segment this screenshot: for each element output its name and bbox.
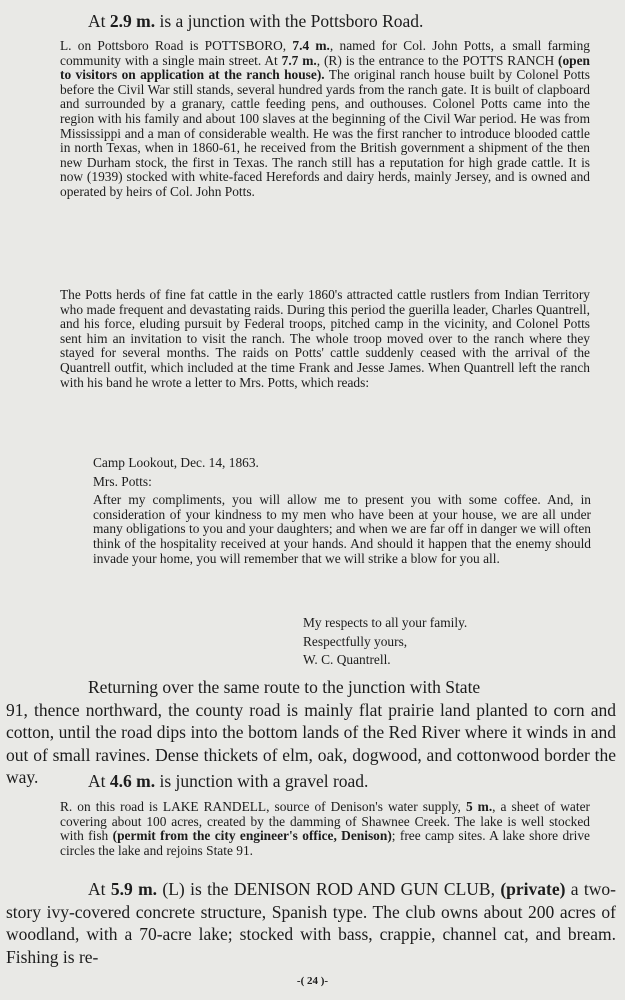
heading-pottsboro-junction	[88, 10, 608, 33]
heading-gravel-road	[88, 770, 608, 793]
visitor-note: (open to visitors on application at the ranch house).	[60, 52, 591, 83]
heading-text: is a junction with the Pottsboro Road.	[155, 11, 424, 31]
text: , (R) is the entrance to the POTTS RANCH	[316, 52, 559, 68]
text: , a sheet of water covering about 100 acres, created by the damming of Shawnee Creek. The lake is well stocked with fish	[60, 799, 590, 844]
mileage: 7.4 m.	[292, 38, 330, 53]
heading-text: is junction with a gravel road.	[155, 771, 369, 791]
closing-line: Respectfully yours,	[303, 633, 408, 649]
paragraph-pottsboro	[60, 39, 590, 200]
page-number: -( 24 )-	[296, 975, 329, 987]
heading-text: At	[88, 771, 110, 791]
mileage: 5.9 m.	[110, 879, 158, 899]
text: R. on this road is LAKE RANDELL, source of Denison's water supply,	[60, 799, 466, 814]
body-text: 91, thence northward, the county road is mainly flat prairie land planted to corn and cotton, until the road dips into the bottom lands of the Red River where it winds in and out of small ravines. Dense thickets of elm, oak, dogwood, and cottonwood border the way.	[6, 699, 616, 787]
paragraph-gun-club	[6, 878, 616, 968]
text: (L) is the DENISON ROD AND GUN CLUB,	[157, 879, 501, 899]
permit-note: (permit from the city engineer's office, Denison)	[112, 828, 392, 844]
quantrell-letter	[93, 456, 591, 570]
mileage: 2.9 m.	[109, 11, 156, 31]
mileage: 7.7 m.	[281, 52, 317, 68]
text: , named for Col. John Potts, a small farming community with a single main street. At	[60, 38, 591, 68]
paragraph-quantrell: The Potts herds of fine fat cattle in the early 1860's attracted cattle rustlers from Indian Territory who made frequent and devastating raids. During this period the guerilla leader, Charles Quantrell, and his force, eluding pursuit by Federal troops, pitched camp in the vicinity, and Colonel Potts sent him an invitation to visit the ranch. The whole troop moved over to the ranch where they stayed for several months. The raids on Potts' cattle suddenly ceased with the arrival of the Quantrell outfit, which included at the time Frank and Jesse James. When Quantrell left the ranch with his band he wrote a letter to Mrs. Potts, which reads:	[60, 287, 590, 390]
paragraph-lake-randell	[60, 800, 590, 858]
text: L. on Pottsboro Road is POTTSBORO,	[60, 38, 293, 53]
text: At	[88, 879, 111, 899]
text: The original ranch house built by Colonel Potts before the Civil War still stands, several hundred yards from the ranch gate. It is built of clapboard and surrounded by a granary, cattle feeding pens, and outhouses. Colonel Potts came into the region with his family and about 100 slaves at the beginning of the Civil War period. He was from Mississippi and a man of considerable wealth. He was the first rancher to introduce blooded cattle in north Texas, when in 1860-61, he received from the British government a shipment of the then new Durham stock, the first in Texas. The ranch still has a reputation for high grade cattle. It is now (1939) stocked with white-faced Herefords and dairy herds, mainly Jersey, and is owned and operated by heirs of Col. John Potts.	[60, 67, 590, 199]
letter-body: After my compliments, you will allow me to present you with some coffee. And, in consideration of your kindness to my men who have been at your house, we are all under many obligations to you and your daughters; and when we are far off in danger we will often think of the hospitality received at your hands. And should it happen that the enemy should invade your home, you will remember that we will strike a blow for you all.	[93, 492, 591, 566]
letter-signature: W. C. Quantrell.	[303, 652, 391, 667]
mileage: 4.6 m.	[109, 771, 156, 791]
closing-line: My respects to all your family.	[303, 615, 468, 630]
private-note: (private)	[500, 879, 566, 899]
mileage: 5 m.	[465, 799, 493, 814]
text: ; free camp sites. A lake shore drive circles the lake and rejoins State 91.	[60, 828, 590, 858]
letter-closing	[303, 614, 563, 670]
text: a two-story ivy-covered concrete structure, Spanish type. The club owns about 200 acres of woodland, with a 70-acre lake; stocked with bass, crappie, channel cat, and bream. Fishing is re-	[6, 879, 616, 967]
letter-dateline: Camp Lookout, Dec. 14, 1863.	[93, 455, 259, 470]
heading-text: At	[88, 11, 110, 31]
first-line: Returning over the same route to the junction with State	[88, 677, 481, 697]
letter-salutation: Mrs. Potts:	[93, 473, 152, 489]
